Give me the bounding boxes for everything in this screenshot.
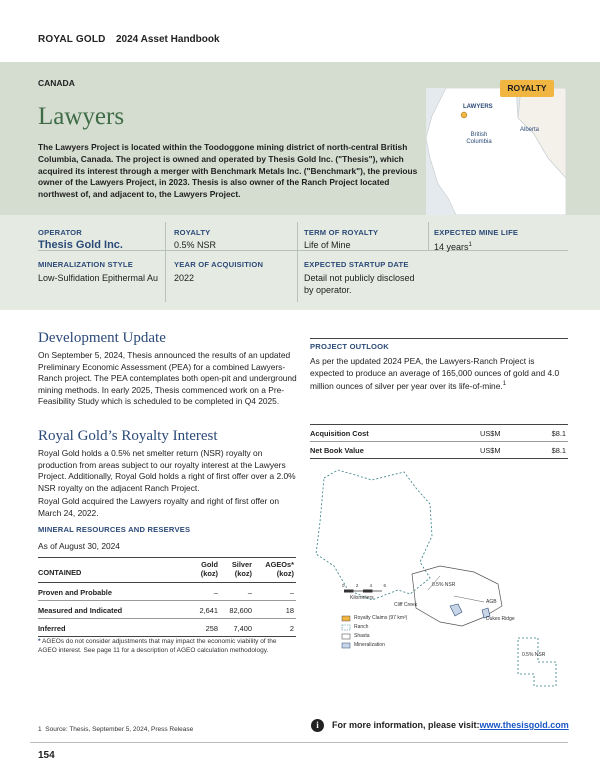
country-label: CANADA [38, 78, 75, 88]
table-header [38, 560, 296, 583]
location-map-graphic [426, 88, 566, 215]
development-heading: Development Update [38, 330, 166, 346]
stats-divider [297, 222, 298, 302]
scale-bar-segment [344, 590, 354, 593]
dukes-ridge-label: Dukes Ridge [486, 616, 515, 622]
acquisition-year-label: YEAR OF ACQUISITION [174, 260, 264, 269]
legend-mineralization: Mineralization [354, 642, 385, 648]
interest-text-acquired: Royal Gold acquired the Lawyers royalty and right of first offer on March 24, 2022. [38, 496, 279, 518]
scale-ticks: 0 2 4 6 [342, 583, 386, 588]
location-map [426, 88, 566, 215]
mine-life-label: EXPECTED MINE LIFE [434, 228, 519, 237]
nsr-label-top: 0.5% NSR [432, 582, 456, 588]
site-map-graphic [312, 466, 568, 716]
footer-rule [30, 742, 568, 743]
agb-label: AGB [486, 599, 497, 605]
ranch-boundary [316, 470, 432, 600]
col-gold: Gold (koz) [200, 560, 218, 578]
stats-divider [165, 222, 166, 302]
resources-table [38, 560, 296, 637]
site-map [312, 466, 568, 716]
outlook-label: PROJECT OUTLOOK [310, 342, 389, 351]
legend-ranch: Ranch [354, 624, 369, 630]
more-info: For more information, please visit:www.thesisgold.com [332, 720, 569, 730]
source-footnote: 1 Source: Thesis, September 5, 2024, Press Release [38, 726, 194, 733]
mineralization-label: MINERALIZATION STYLE [38, 260, 133, 269]
southern-claims-boundary [518, 638, 556, 686]
ageo-note: * AGEOs do not consider adjustments that may impact the economic viability of the AGEO interest. See page 11 for a description of AGEO calculation methodology. [38, 638, 277, 654]
project-marker-icon [461, 112, 467, 118]
legend-swatch [342, 634, 350, 639]
table-row: Net Book Value US$M $8.1 [310, 442, 568, 459]
legend-shasta: Shasta [354, 633, 370, 639]
interest-heading: Royal Gold’s Royalty Interest [38, 428, 218, 444]
legend-royalty-claims: Royalty Claims (97 km²) [354, 615, 408, 621]
royalty-tag: ROYALTY [500, 80, 554, 97]
scale-bar-segment [363, 590, 373, 593]
agb-leader [454, 596, 484, 602]
acquisition-year-value: 2022 [174, 273, 195, 283]
royalty-value: 0.5% NSR [174, 240, 217, 250]
outlook-rule [310, 338, 568, 339]
resources-label: MINERAL RESOURCES AND RESERVES [38, 525, 191, 534]
map-province-label: British Columbia [466, 132, 492, 145]
mine-life-value: 14 years$^1$ [434, 242, 472, 252]
legend-swatch [342, 616, 350, 621]
handbook-title: 2024 Asset Handbook [116, 34, 220, 45]
table-top-rule [38, 557, 296, 558]
cliff-creek-deposit [450, 604, 462, 616]
col-ageos: AGEOs* (koz) [265, 560, 294, 578]
col-contained: CONTAINED [38, 568, 82, 577]
outlook-text: As per the updated 2024 PEA, the Lawyers-Ranch Project is expected to produce an average of 165,000 ounces of gold and 4.0 million ounces of silver per year over its life-of-mine.$^1$ [310, 356, 560, 391]
scale-unit: Kilometers [350, 595, 374, 601]
legend-swatch [342, 643, 350, 648]
book-value-table [310, 425, 568, 459]
page-number: 154 [38, 750, 55, 761]
resources-asof: As of August 30, 2024 [38, 541, 120, 551]
stats-divider [428, 222, 429, 250]
map-project-label: LAWYERS [463, 104, 493, 110]
table-row: Acquisition Cost US$M $8.1 [310, 425, 568, 442]
intro-paragraph: The Lawyers Project is located within the Toodoggone mining district of north-central British Columbia, Canada. The project is owned and operated by Thesis Gold Inc. ("Thesis"), which acquired its interest through a merger with Benchmark Metals Inc. ("Benchmark"), the previous owner of the Lawyers Project, in 2023. Thesis is also owner of the Ranch Project located northwest of, and adjacent to, the Lawyers Project. [38, 142, 418, 200]
interest-text: Royal Gold holds a 0.5% net smelter return (NSR) royalty on production from areas subject to our royalty interest at the Lawyers Project. Additionally, Royal Gold holds a right of first offer over a 2.0% NSR royalty on the adjacent Ranch Project. [38, 448, 296, 493]
term-value: Life of Mine [304, 240, 351, 250]
development-text: On September 5, 2024, Thesis announced the results of an updated Preliminary Economic Assessment (PEA) for a combined Lawyers-Ranch project. The PEA contemplates both open-pit and underground mining methods. In early 2025, Thesis commenced work on a Pre-Feasibility Study which is scheduled to be completed in Q4 2025. [38, 350, 297, 406]
nsr-label-bottom: 0.5% NSR [522, 652, 546, 658]
brand-name: ROYAL GOLD [38, 34, 106, 45]
cliff-creek-label: Cliff Creek [394, 602, 418, 608]
royalty-label: ROYALTY [174, 228, 211, 237]
col-silver: Silver (koz) [231, 560, 252, 578]
startup-label: EXPECTED STARTUP DATE [304, 260, 409, 269]
table-row: Measured and Indicated 2,641 82,600 18 [38, 601, 296, 619]
operator-value: Thesis Gold Inc. [38, 239, 123, 251]
table-row: Proven and Probable – – – [38, 583, 296, 601]
legend-swatch [342, 625, 350, 630]
page-title: Lawyers [38, 103, 125, 130]
startup-value: Detail not publicly disclosed by operator. [304, 273, 415, 295]
info-icon: i [311, 719, 324, 732]
thesis-website-link[interactable]: www.thesisgold.com [479, 720, 569, 730]
operator-label: OPERATOR [38, 228, 82, 237]
table-row: Inferred 258 7,400 2 [38, 619, 296, 637]
term-label: TERM OF ROYALTY [304, 228, 379, 237]
map-neighbor-label: Alberta [520, 127, 540, 133]
mineralization-value: Low-Sulfidation Epithermal Au [38, 273, 159, 283]
